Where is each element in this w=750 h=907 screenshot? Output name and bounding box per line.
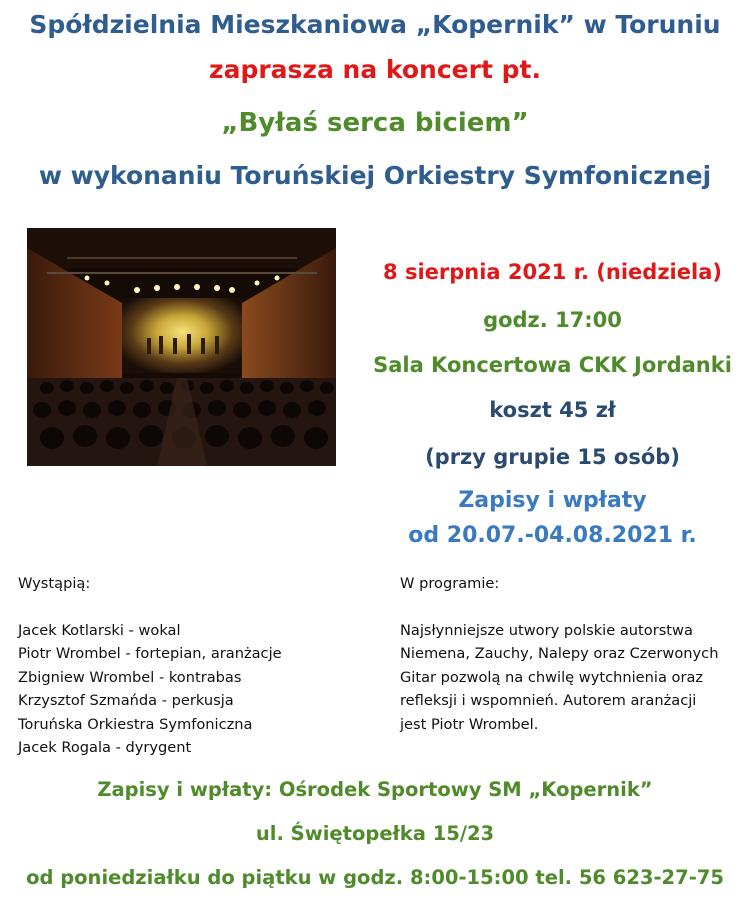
performer-item: Toruńska Orkiestra Symfoniczna xyxy=(18,715,253,733)
footer-registration: Zapisy i wpłaty: Ośrodek Sportowy SM „Kopernik” xyxy=(97,778,653,801)
invite-line: zaprasza na koncert pt. xyxy=(209,55,541,84)
performer-item: Krzysztof Szmańda - perkusja xyxy=(18,692,234,709)
organizer-heading: Spółdzielnia Mieszkaniowa „Kopernik” w Toruniu xyxy=(29,10,721,39)
program-line: Najsłynniejsze utwory polskie autorstwa xyxy=(400,621,693,639)
program-line: Niemena, Zauchy, Nalepy oraz Czerwonych xyxy=(400,645,719,662)
concert-hall-illustration xyxy=(27,228,336,466)
concert-hall-photo xyxy=(27,228,336,466)
concert-title: „Byłaś serca biciem” xyxy=(221,108,529,138)
footer-address: ul. Świętopełka 15/23 xyxy=(255,822,495,845)
performers-heading: Wystąpią: xyxy=(18,575,91,592)
performer-item: Jacek Rogala - dyrygent xyxy=(18,739,192,756)
performers-section xyxy=(18,572,282,760)
performer-item: Jacek Kotlarski - wokal xyxy=(18,621,181,639)
performer-item: Zbigniew Wrombel - kontrabas xyxy=(18,668,242,686)
event-venue: Sala Koncertowa CKK Jordanki xyxy=(373,353,732,377)
program-line: refleksji i wspomnień. Autorem aranżacji xyxy=(400,692,697,709)
event-time: godz. 17:00 xyxy=(483,308,622,332)
performer-item: Piotr Wrombel - fortepian, aranżacje xyxy=(18,645,282,662)
performer-line: w wykonaniu Toruńskiej Orkiestry Symfonicznej xyxy=(38,161,712,190)
program-line: Gitar pozwolą na chwilę wytchnienia oraz xyxy=(400,668,704,686)
registration-label: Zapisy i wpłaty xyxy=(458,488,647,513)
event-cost: koszt 45 zł xyxy=(489,398,616,422)
footer-hours-phone: od poniedziałku do piątku w godz. 8:00-15:00 tel. 56 623-27-75 xyxy=(26,866,724,889)
group-note: (przy grupie 15 osób) xyxy=(425,445,680,469)
registration-dates: od 20.07.-04.08.2021 r. xyxy=(408,523,697,548)
program-section xyxy=(400,572,718,736)
program-line: jest Piotr Wrombel. xyxy=(400,715,539,733)
event-date: 8 sierpnia 2021 r. (niedziela) xyxy=(383,260,722,284)
program-heading: W programie: xyxy=(400,575,500,592)
